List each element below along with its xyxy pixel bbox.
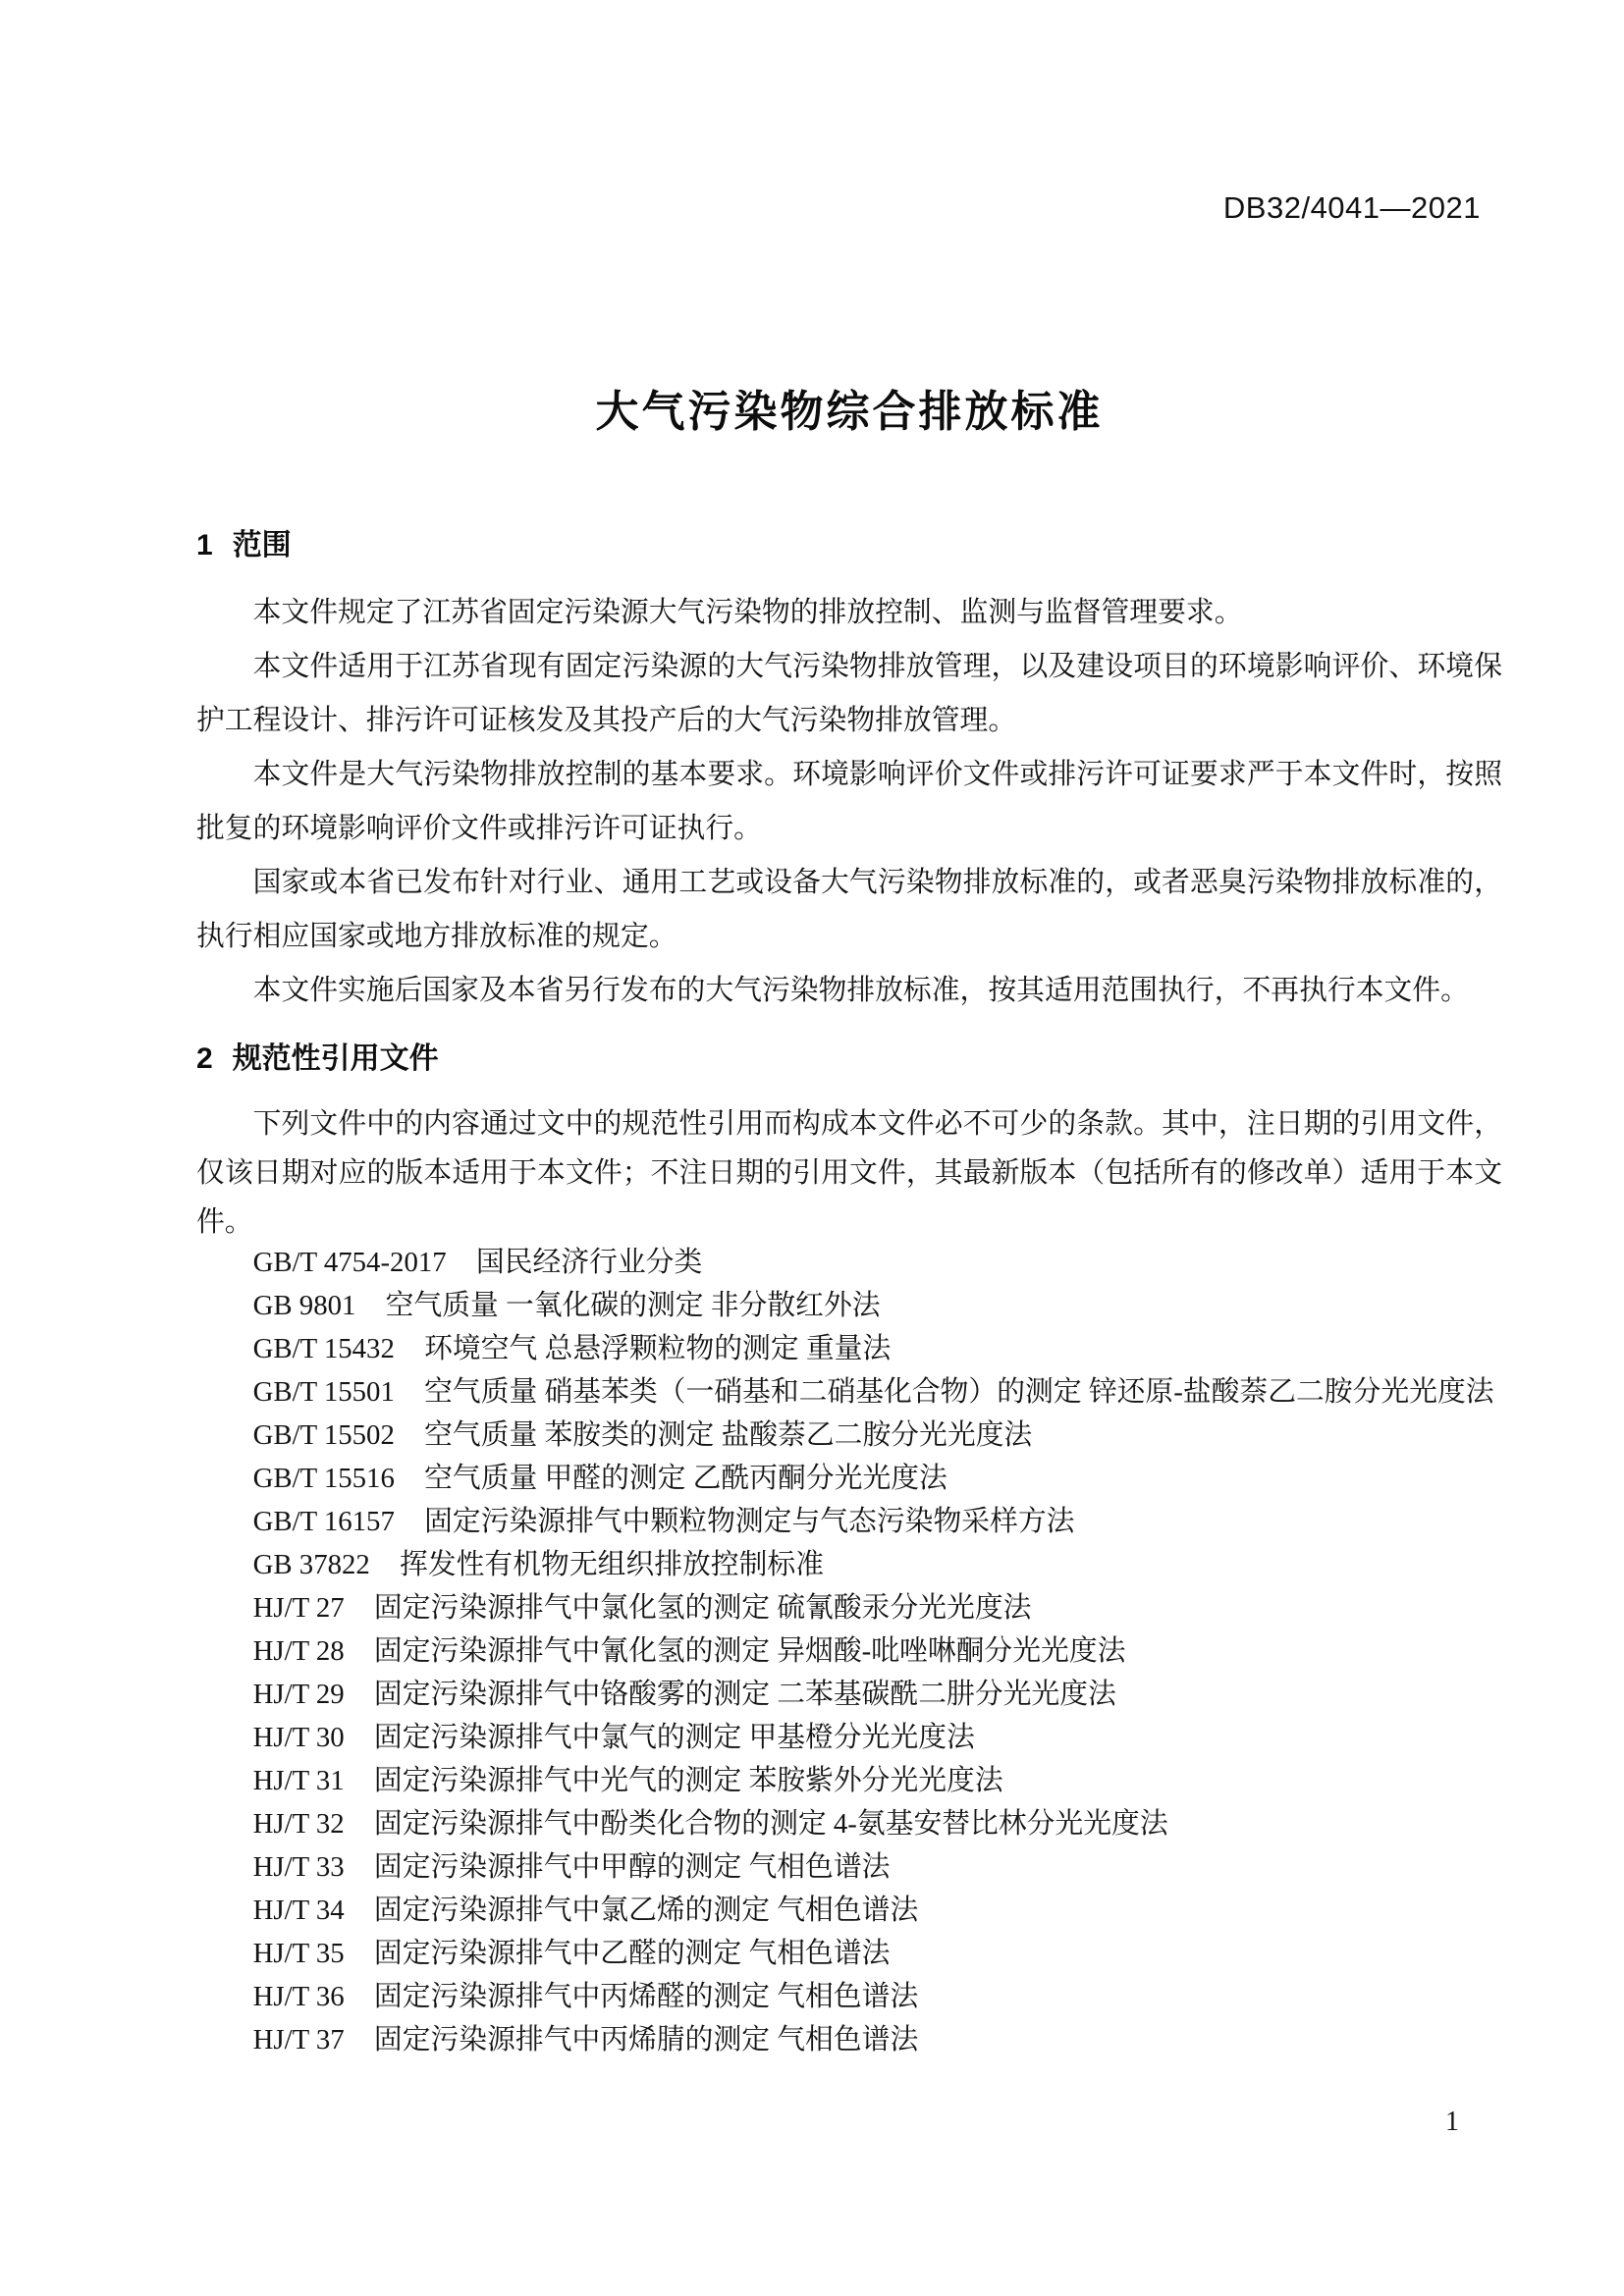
reference-item <box>196 1932 1502 1975</box>
reference-item <box>196 1543 1502 1586</box>
reference-title: 固定污染源排气中氯化氢的测定 硫氰酸汞分光光度法 <box>373 1592 1032 1624</box>
reference-code: HJ/T 27 <box>252 1592 345 1624</box>
reference-code: HJ/T 28 <box>252 1635 345 1667</box>
page-number: 1 <box>1445 2107 1459 2137</box>
document-title: 大气污染物综合排放标准 <box>595 388 1104 436</box>
section-1-paragraphs <box>196 586 1502 1018</box>
reference-title: 固定污染源排气中光气的测定 苯胺紫外分光光度法 <box>373 1765 1003 1796</box>
reference-code: GB 9801 <box>252 1290 356 1321</box>
section-2-heading <box>196 1043 1502 1075</box>
reference-code: GB/T 15432 <box>252 1333 395 1364</box>
reference-item <box>196 1586 1502 1629</box>
section-2-number: 2 <box>196 1042 213 1075</box>
reference-item <box>196 1457 1502 1500</box>
reference-item <box>196 1414 1502 1457</box>
reference-item <box>196 1284 1502 1327</box>
reference-title: 挥发性有机物无组织排放控制标准 <box>400 1549 824 1580</box>
reference-item <box>196 1845 1502 1889</box>
reference-code: GB/T 15502 <box>252 1419 395 1451</box>
paragraph-references-intro: 下列文件中的内容通过文中的规范性引用而构成本文件必不可少的条款。其中，注日期的引用文件，仅该日期对应的版本适用于本文件；不注日期的引用文件，其最新版本（包括所有的修改单）适用于本文件。 <box>196 1108 1502 1238</box>
reference-title: 空气质量 苯胺类的测定 盐酸萘乙二胺分光光度法 <box>424 1419 1033 1451</box>
paragraph-scope-3: 本文件是大气污染物排放控制的基本要求。环境影响评价文件或排污许可证要求严于本文件时，按照批复的环境影响评价文件或排污许可证执行。 <box>196 759 1502 844</box>
section-1-heading <box>196 530 1502 561</box>
section-1-number: 1 <box>196 529 213 561</box>
reference-title: 国民经济行业分类 <box>475 1247 703 1278</box>
reference-code: HJ/T 32 <box>252 1808 345 1840</box>
reference-code: HJ/T 33 <box>252 1851 345 1883</box>
reference-item <box>196 1802 1502 1845</box>
reference-title: 固定污染源排气中氰化氢的测定 异烟酸-吡唑啉酮分光光度法 <box>373 1635 1126 1667</box>
reference-item <box>196 1500 1502 1543</box>
standard-code: DB32/4041—2021 <box>1222 190 1481 225</box>
reference-code: GB/T 4754-2017 <box>252 1247 447 1278</box>
reference-item <box>196 1759 1502 1802</box>
paragraph-scope-2: 本文件适用于江苏省现有固定污染源的大气污染物排放管理，以及建设项目的环境影响评价、环境保护工程设计、排污许可证核发及其投产后的大气污染物排放管理。 <box>196 651 1502 736</box>
document-content <box>196 530 1502 2061</box>
reference-title: 固定污染源排气中颗粒物测定与气态污染物采样方法 <box>424 1506 1075 1537</box>
reference-code: HJ/T 31 <box>252 1765 345 1796</box>
normative-reference-list <box>196 1241 1502 2061</box>
section-1-title: 范围 <box>232 529 292 561</box>
reference-code: GB/T 16157 <box>252 1506 395 1537</box>
reference-item <box>196 1370 1502 1414</box>
reference-code: HJ/T 37 <box>252 2024 345 2056</box>
reference-title: 固定污染源排气中酚类化合物的测定 4-氨基安替比林分光光度法 <box>373 1808 1168 1840</box>
reference-title: 空气质量 一氧化碳的测定 非分散红外法 <box>385 1290 881 1321</box>
reference-item <box>196 1975 1502 2018</box>
reference-item <box>196 2018 1502 2061</box>
reference-item <box>196 1716 1502 1759</box>
reference-code: HJ/T 35 <box>252 1938 345 1969</box>
reference-item <box>196 1889 1502 1932</box>
reference-code: HJ/T 36 <box>252 1981 345 2012</box>
reference-title: 固定污染源排气中铬酸雾的测定 二苯基碳酰二肼分光光度法 <box>373 1679 1116 1710</box>
reference-item <box>196 1673 1502 1716</box>
reference-title: 环境空气 总悬浮颗粒物的测定 重量法 <box>424 1333 892 1364</box>
reference-title: 固定污染源排气中氯乙烯的测定 气相色谱法 <box>373 1895 919 1926</box>
paragraph-scope-1: 本文件规定了江苏省固定污染源大气污染物的排放控制、监测与监督管理要求。 <box>252 597 1243 628</box>
reference-code: GB/T 15501 <box>252 1376 395 1408</box>
reference-item <box>196 1241 1502 1284</box>
reference-title: 固定污染源排气中甲醇的测定 气相色谱法 <box>373 1851 891 1883</box>
section-2-title: 规范性引用文件 <box>232 1042 439 1075</box>
paragraph-scope-5: 本文件实施后国家及本省另行发布的大气污染物排放标准，按其适用范围执行，不再执行本文件。 <box>252 975 1469 1006</box>
reference-code: GB/T 15516 <box>252 1463 395 1494</box>
reference-item <box>196 1327 1502 1370</box>
paragraph-scope-4: 国家或本省已发布针对行业、通用工艺或设备大气污染物排放标准的，或者恶臭污染物排放标准的，执行相应国家或地方排放标准的规定。 <box>196 867 1502 952</box>
section-2-intro <box>196 1099 1502 1247</box>
reference-title: 固定污染源排气中丙烯醛的测定 气相色谱法 <box>373 1981 919 2012</box>
reference-item <box>196 1629 1502 1673</box>
reference-code: HJ/T 34 <box>252 1895 345 1926</box>
reference-code: HJ/T 29 <box>252 1679 345 1710</box>
reference-title: 空气质量 甲醛的测定 乙酰丙酮分光光度法 <box>424 1463 947 1494</box>
reference-title: 固定污染源排气中丙烯腈的测定 气相色谱法 <box>373 2024 919 2056</box>
reference-code: GB 37822 <box>252 1549 370 1580</box>
reference-title: 固定污染源排气中乙醛的测定 气相色谱法 <box>373 1938 891 1969</box>
reference-title: 空气质量 硝基苯类（一硝基和二硝基化合物）的测定 锌还原-盐酸萘乙二胺分光光度法 <box>424 1376 1494 1408</box>
reference-code: HJ/T 30 <box>252 1722 345 1753</box>
reference-title: 固定污染源排气中氯气的测定 甲基橙分光光度法 <box>373 1722 975 1753</box>
